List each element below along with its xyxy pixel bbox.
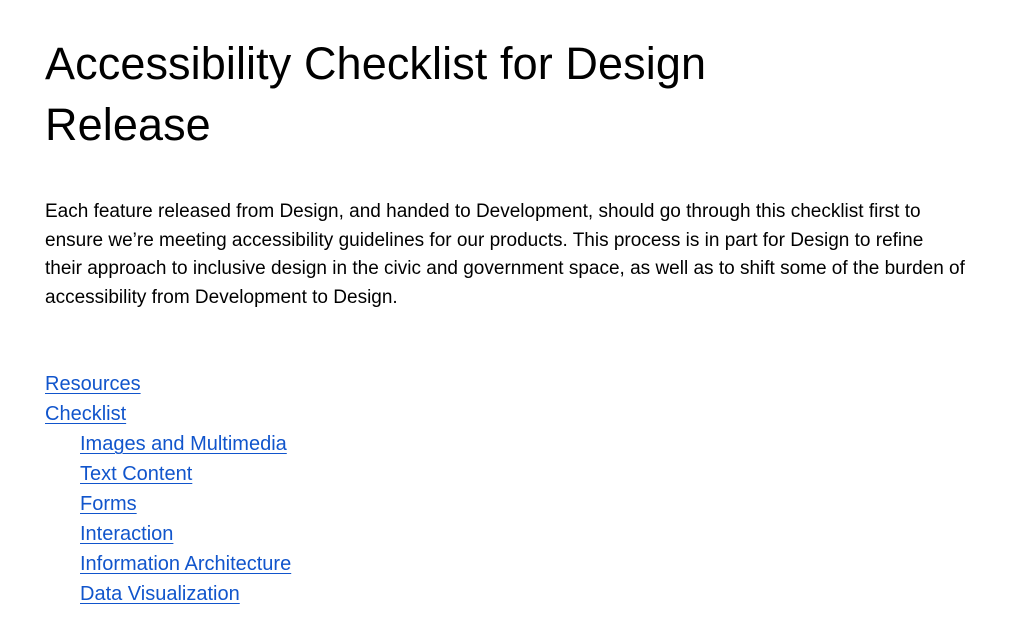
- table-of-contents: [45, 369, 291, 609]
- toc-item-images-and-multimedia: [45, 429, 291, 459]
- document-title: Accessibility Checklist for Design Release: [45, 38, 707, 150]
- toc-link-checklist[interactable]: Checklist: [45, 403, 127, 425]
- toc-link-forms[interactable]: Forms: [80, 493, 137, 515]
- intro-paragraph: Each feature released from Design, and handed to Development, should go through this checklist first to ensure we’re meeting accessibility guidelines for our products. This process is in part for Design to refine their approach to inclusive design in the civic and government space, as well as to shift some of the burden of accessibility from Development to Design.: [45, 201, 965, 308]
- toc-link-interaction[interactable]: Interaction: [80, 523, 174, 545]
- toc-item-text-content: [45, 459, 291, 489]
- toc-item-resources: [45, 369, 291, 399]
- toc-link-images-and-multimedia[interactable]: Images and Multimedia: [80, 433, 287, 455]
- toc-link-information-architecture[interactable]: Information Architecture: [80, 553, 292, 575]
- toc-item-checklist: [45, 399, 291, 429]
- toc-item-data-visualization: [45, 579, 291, 609]
- toc-link-text-content[interactable]: Text Content: [80, 463, 193, 485]
- toc-item-interaction: [45, 519, 291, 549]
- toc-item-information-architecture: [45, 549, 291, 579]
- toc-link-data-visualization[interactable]: Data Visualization: [80, 583, 240, 605]
- toc-item-forms: [45, 489, 291, 519]
- toc-link-resources[interactable]: Resources: [45, 373, 141, 395]
